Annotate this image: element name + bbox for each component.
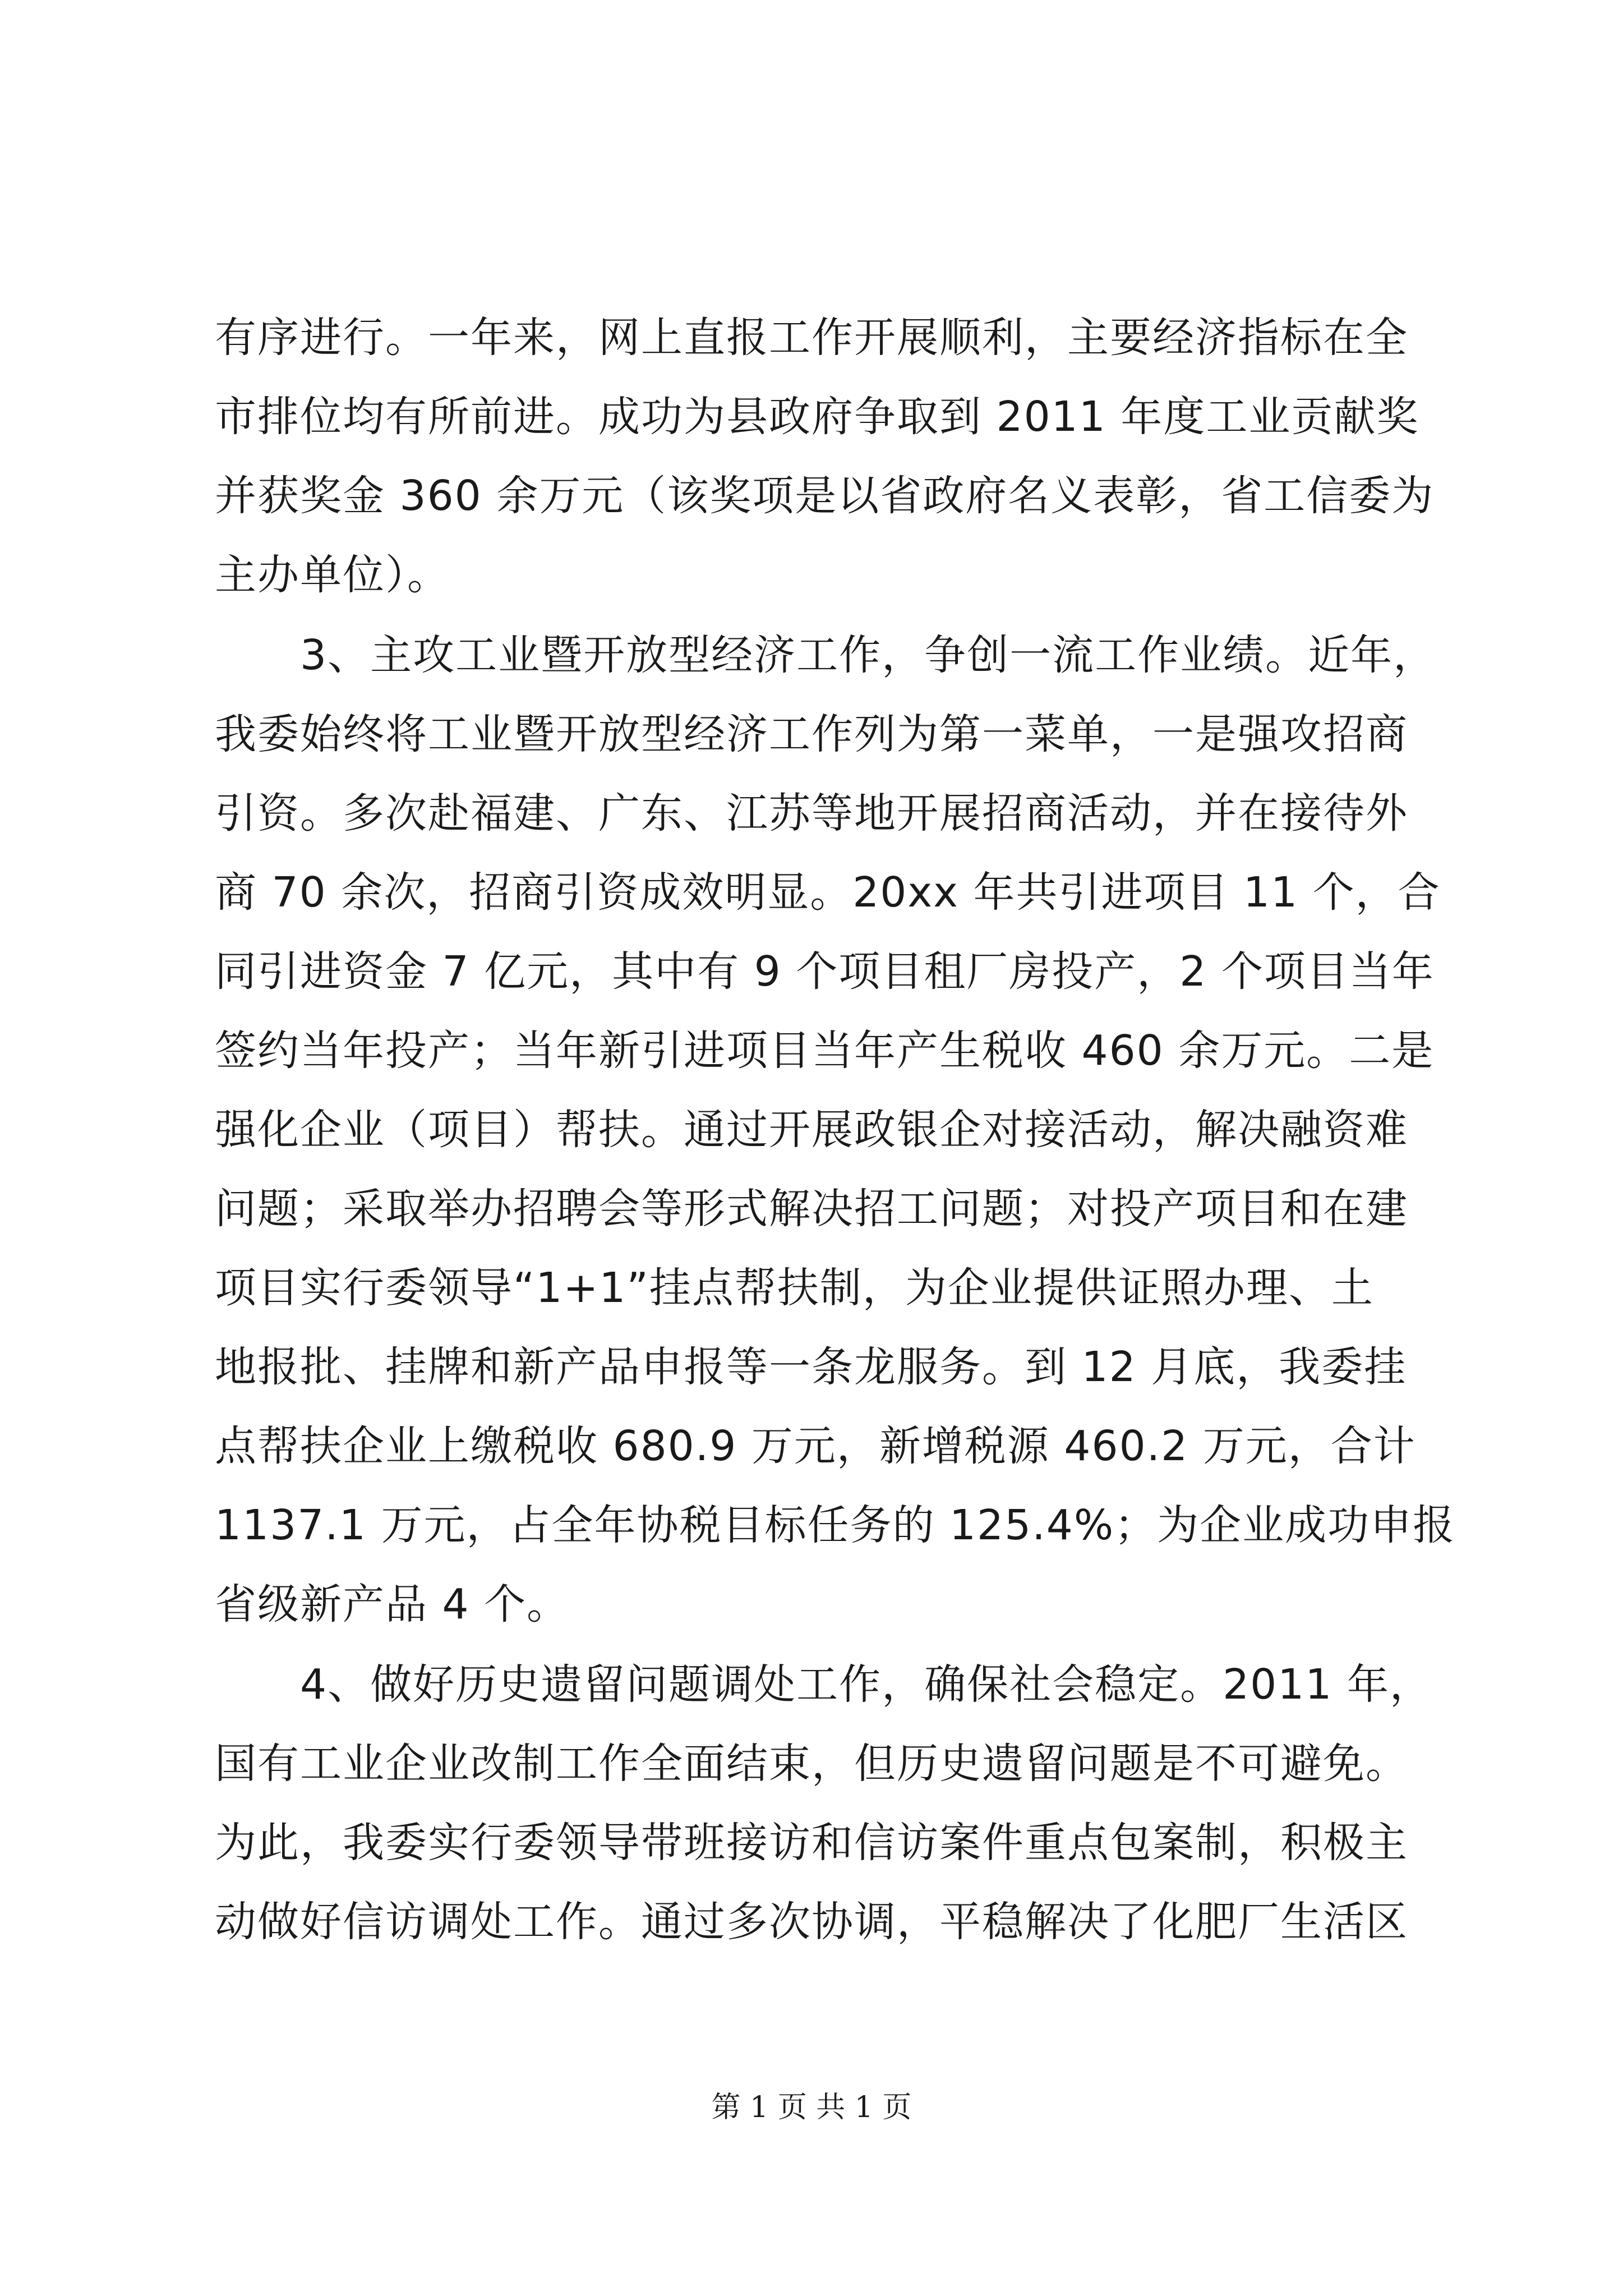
text-line: 我委始终将工业暨开放型经济工作列为第一菜单，一是强攻招商 — [215, 710, 1408, 758]
paragraph-start-line: 4、做好历史遗留问题调处工作，确保社会稳定。2011 年， — [300, 1660, 1432, 1709]
text-line: 强化企业（项目）帮扶。通过开展政银企对接活动，解决融资难 — [215, 1106, 1408, 1154]
text-line: 引资。多次赴福建、广东、江苏等地开展招商活动，并在接待外 — [215, 789, 1408, 838]
text-line: 为此，我委实行委领导带班接访和信访案件重点包案制，积极主 — [215, 1819, 1408, 1867]
text-line: 有序进行。一年来，网上直报工作开展顺利，主要经济指标在全 — [215, 314, 1408, 362]
text-line: 商 70 余次，招商引资成效明显。20xx 年共引进项目 11 个，合 — [215, 868, 1441, 917]
text-line: 问题；采取举办招聘会等形式解决招工问题；对投产项目和在建 — [215, 1185, 1408, 1233]
text-line: 签约当年投产；当年新引进项目当年产生税收 460 余万元。二是 — [215, 1027, 1435, 1075]
text-line: 并获奖金 360 余万元（该奖项是以省政府名义表彰，省工信委为 — [215, 472, 1435, 520]
text-line: 点帮扶企业上缴税收 680.9 万元，新增税源 460.2 万元，合计 — [215, 1422, 1416, 1470]
text-line: 主办单位）。 — [215, 551, 450, 599]
text-line: 省级新产品 4 个。 — [215, 1580, 570, 1628]
text-line: 地报批、挂牌和新产品申报等一条龙服务。到 12 月底，我委挂 — [215, 1343, 1407, 1391]
paragraph-start-line: 3、主攻工业暨开放型经济工作，争创一流工作业绩。近年， — [300, 631, 1436, 679]
text-line: 同引进资金 7 亿元，其中有 9 个项目租厂房投产，2 个项目当年 — [215, 947, 1435, 996]
text-line: 项目实行委领导“1+1”挂点帮扶制，为企业提供证照办理、土 — [215, 1264, 1374, 1312]
text-line: 国有工业企业改制工作全面结束，但历史遗留问题是不可避免。 — [215, 1740, 1408, 1788]
text-line: 市排位均有所前进。成功为县政府争取到 2011 年度工业贡献奖 — [215, 393, 1419, 441]
page-footer: 第 1 页 共 1 页 — [711, 2091, 912, 2124]
text-line: 1137.1 万元，占全年协税目标任务的 125.4%；为企业成功申报 — [215, 1501, 1456, 1549]
text-line: 动做好信访调处工作。通过多次协调，平稳解决了化肥厂生活区 — [215, 1898, 1408, 1946]
